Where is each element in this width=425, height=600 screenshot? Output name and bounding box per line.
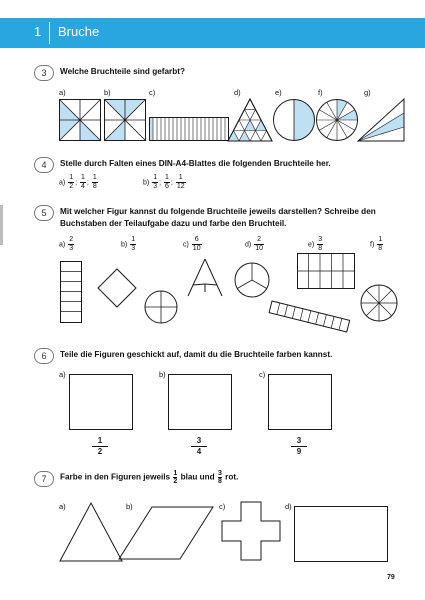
- ex7-parallelogram: [118, 506, 214, 560]
- ex3-label-e: e): [275, 88, 282, 97]
- ex4-part-a: a) $\frac{1}{2}$ ; $\frac{1}{4}$ ; $\frac{1}{8}$: [59, 174, 97, 190]
- ex3-figure-e: [273, 99, 315, 141]
- chapter-header: [0, 18, 425, 48]
- ex6-fraction-b: 3 4: [191, 436, 207, 457]
- ex5-figure-circle-quarters: [144, 290, 178, 324]
- ex7-label-d: d): [285, 502, 292, 511]
- ex3-figure-a: [59, 99, 101, 141]
- ex3-figure-g: [358, 99, 404, 141]
- ex5-figure-circle-thirds: [234, 262, 270, 298]
- ex6-square-a: [69, 374, 133, 430]
- ex3-label-c: c): [149, 88, 156, 97]
- chapter-title: Bruche: [58, 24, 100, 39]
- chapter-number: 1: [34, 24, 42, 39]
- ex7-label-b: b): [126, 502, 133, 511]
- ex7-triangle: [59, 502, 123, 562]
- ex4-label-a: a): [59, 179, 66, 187]
- ex3-figure-c: [149, 117, 229, 141]
- ex5-item-f: f) $\frac{1}{8}$: [370, 236, 383, 252]
- exercise-5-text-line1: Mit welcher Figur kannst du folgende Bruchteile jeweils darstellen? Schreibe den: [60, 207, 376, 216]
- exercise-5-number: 5: [34, 205, 54, 221]
- ex5-figure-grid: [297, 253, 355, 289]
- ex3-label-b: b): [104, 88, 111, 97]
- ex7-fraction-blue: $\frac{1}{2}$: [173, 470, 178, 485]
- ex3-label-a: a): [59, 88, 66, 97]
- page-number: 79: [387, 574, 395, 581]
- ex3-figure-f: [316, 99, 358, 141]
- ex6-fraction-c: 3 9: [291, 436, 307, 457]
- ex3-label-f: f): [318, 88, 323, 97]
- exercise-7-number: 7: [34, 471, 54, 487]
- exercise-6-number: 6: [34, 348, 54, 364]
- ex5-figure-diamond: [97, 268, 137, 308]
- ex3-label-g: g): [364, 88, 371, 97]
- ex7-label-c: c): [219, 502, 226, 511]
- exercise-3-text: Welche Bruchteile sind gefarbt?: [60, 67, 185, 76]
- ex5-item-e: e) $\frac{3}{8}$: [308, 236, 323, 252]
- ex7-plus-shape: [221, 501, 281, 561]
- ex7-fraction-red: $\frac{3}{8}$: [217, 470, 222, 485]
- ex3-label-d: d): [234, 88, 241, 97]
- ex5-figure-circle-eighths: [360, 284, 398, 322]
- header-divider: [49, 22, 50, 44]
- ex5-figure-tilted-strip: [269, 297, 355, 337]
- page-edge-mark: [0, 205, 3, 245]
- ex5-figure-arrow-shape: [187, 258, 223, 298]
- ex5-figure-column: [60, 261, 82, 323]
- ex7-rectangle: [294, 506, 388, 562]
- ex6-label-a: a): [59, 370, 66, 379]
- exercise-4-text: Stelle durch Falten eines DIN-A4-Blattes die folgenden Bruchteile her.: [60, 159, 331, 168]
- exercise-5-text-line2: Buchstaben der Teilaufgabe dazu und farbe den Bruchteil.: [60, 219, 287, 228]
- exercise-4-number: 4: [34, 157, 54, 173]
- exercise-3-number: 3: [34, 65, 54, 81]
- ex6-square-c: [268, 374, 332, 430]
- ex6-label-b: b): [159, 370, 166, 379]
- ex6-square-b: [168, 374, 232, 430]
- exercise-6-text: Teile die Figuren geschickt auf, damit du die Bruchteile farben kannst.: [60, 350, 333, 359]
- ex5-item-c: c) $\frac{6}{10}$: [183, 236, 201, 252]
- ex7-label-a: a): [59, 502, 66, 511]
- ex3-figure-d: [228, 99, 272, 141]
- ex5-item-a: a) $\frac{2}{3}$: [59, 236, 74, 252]
- ex5-item-d: d) $\frac{2}{10}$: [245, 236, 263, 252]
- ex6-label-c: c): [259, 370, 266, 379]
- ex5-item-b: b) $\frac{1}{3}$: [121, 236, 136, 252]
- ex4-label-b: b): [143, 179, 150, 187]
- ex4-part-b: b) $\frac{1}{3}$ ; $\frac{1}{6}$ ; $\frac{1}{12}$: [143, 174, 185, 190]
- ex3-figure-b: [104, 99, 146, 141]
- ex6-fraction-a: 1 2: [92, 436, 108, 457]
- exercise-7-text: Farbe in den Figuren jeweils $\frac{1}{2}$ blau und $\frac{3}{8}$ rot.: [60, 470, 239, 485]
